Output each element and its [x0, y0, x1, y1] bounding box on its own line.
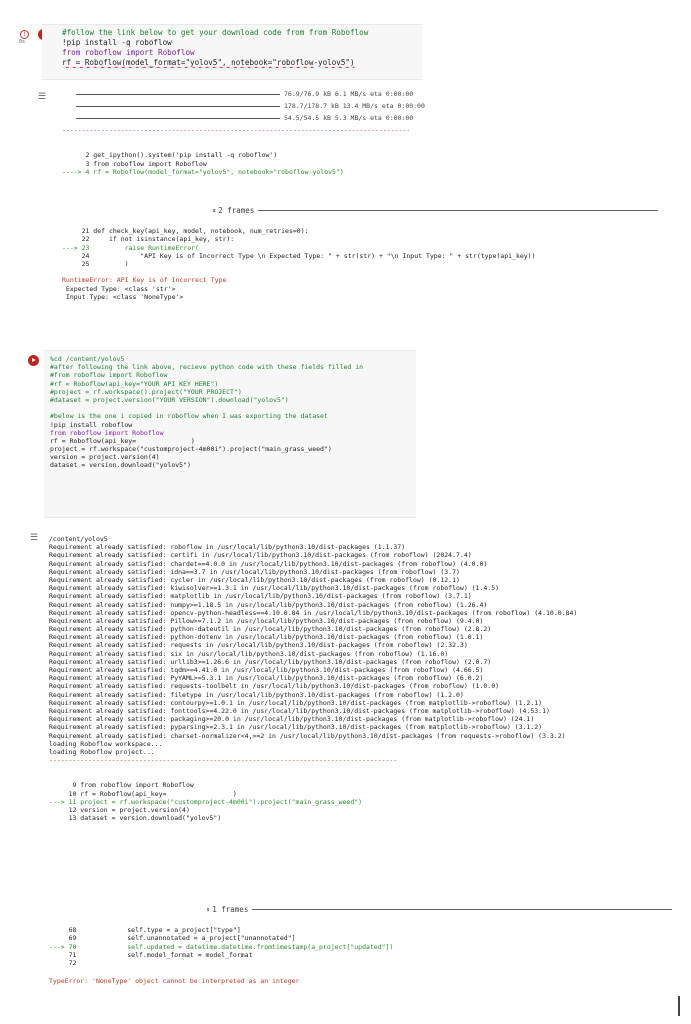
progress-bar [76, 94, 280, 95]
output-line: Requirement already satisfied: filetype in /usr/local/lib/python3.10/dist-packages (from roboflow) (1.2.0) [49, 690, 464, 699]
error-source [49, 918, 679, 985]
progress-bar [76, 118, 280, 119]
divider: ----------------------------------------------------------------------------------------- [62, 126, 411, 134]
output-line: Requirement already satisfied: matplotlib in /usr/local/lib/python3.10/dist-packages (from roboflow) (3.7.1) [49, 592, 472, 601]
output-line: Requirement already satisfied: contourpy>=1.0.1 in /usr/local/lib/python3.10/dist-packages (from matplotlib->roboflow) (1.2.1) [49, 698, 543, 707]
tb-line: 3 from roboflow import Roboflow [62, 159, 207, 168]
src-line: ---> 70 self.updated = datetime.datetime.fromtimestamp(a_project["updated"]) [49, 942, 394, 951]
output-line: loading Roboflow workspace... [49, 739, 163, 748]
tb-line: ---> 11 project = rf.workspace("customproject-4m00i").project("main_grass_weed") [49, 797, 363, 806]
output-line: loading Roboflow project... [49, 747, 155, 756]
traceback-location [49, 773, 679, 781]
code-line: #rf = Roboflow(api_key="YOUR API KEY HERE") [50, 379, 219, 388]
src-line: 71 self.model_format = model_format [49, 950, 253, 959]
traceback-header [49, 764, 679, 773]
run-cell-button[interactable] [28, 355, 39, 366]
error-message: TypeError: 'NoneType' object cannot be interpreted as an integer [49, 977, 300, 986]
error-message: Expected Type: <class 'str'> [62, 285, 176, 294]
output-line: Requirement already satisfied: kiwisolver>=1.3.1 in /usr/local/lib/python3.10/dist-packages (from roboflow) (1.4.5) [49, 584, 500, 593]
cell-error-icon: ! [20, 30, 29, 39]
code-line: #below is the one i copied in roboflow when I was exporting the dataset [50, 412, 328, 421]
frames-toggle[interactable]: ⬍ 1 frames [206, 905, 672, 914]
tb-line: 2 get_ipython().system('pip install -q roboflow') [62, 151, 278, 160]
error-message: RuntimeError: API Key is of Incorrect Type [62, 276, 227, 285]
output-line: Requirement already satisfied: urllib3>=1.26.6 in /usr/local/lib/python3.10/dist-packages (from roboflow) (2.0.7) [49, 657, 492, 666]
frames-toggle[interactable]: ⬍ 2 frames [212, 206, 658, 215]
code-line: from roboflow import Roboflow [50, 428, 164, 437]
output-line: Requirement already satisfied: six in /usr/local/lib/python3.10/dist-packages (from roboflow) (1.16.0) [49, 649, 449, 658]
src-line: 24 "API Key is of Incorrect Type \n Expected Type: " + str(str) + "\n Input Type: " + str(type(api_key)) [62, 251, 536, 260]
tb-line: 13 dataset = version.download("yolov5") [49, 814, 222, 823]
output-actions-icon[interactable]: ☰ [38, 92, 47, 102]
code-line: rf = Roboflow(model_format="yolov5", notebook="roboflow-yolov5") [62, 58, 355, 67]
execution-counter: 0s [19, 39, 26, 45]
chevron-updown-icon: ⬍ [212, 206, 217, 215]
code-line: !pip install -q roboflow [62, 38, 172, 47]
file-location [49, 918, 679, 926]
src-line: ---> 23 raise RuntimeError( [62, 243, 199, 252]
output-line: Requirement already satisfied: requests-toolbelt in /usr/local/lib/python3.10/dist-packages (from roboflow) (1.0.0) [49, 682, 500, 691]
output-line: Requirement already satisfied: PyYAML>=5.3.1 in /usr/local/lib/python3.10/dist-packages (from roboflow) (6.0.2) [49, 674, 484, 683]
code-line: from roboflow import Roboflow [62, 48, 195, 57]
output-line: /content/yolov5 [49, 535, 108, 543]
code-line: #after following the link above, recieve python code with these fields filled in [50, 363, 364, 372]
output-line: Requirement already satisfied: requests in /usr/local/lib/python3.10/dist-packages (from roboflow) (2.32.3) [49, 641, 468, 650]
code-line: %cd /content/yolov5 [50, 355, 125, 363]
output-line: Requirement already satisfied: packaging>=20.0 in /usr/local/lib/python3.10/dist-packages (from matplotlib->roboflow) (24.1) [49, 715, 535, 724]
code-line: #dataset = project.version("YOUR VERSION").download("yolov5") [50, 395, 289, 404]
src-line: 25 ) [62, 259, 129, 268]
output-line: Requirement already satisfied: roboflow in /usr/local/lib/python3.10/dist-packages (1.1.37) [49, 543, 406, 552]
src-line: 21 def check_key(api_key, model, notebook, num_retries=0): [62, 227, 309, 236]
code-line: project = rf.workspace("customproject-4m00i").project("main_grass_weed") [50, 445, 332, 454]
output-line: Requirement already satisfied: python-dateutil in /usr/local/lib/python3.10/dist-packages (from roboflow) (2.8.2) [49, 625, 492, 634]
error-output [62, 126, 687, 176]
pip-output [49, 535, 679, 822]
src-line: 72 [49, 958, 77, 967]
src-line: 68 self.type = a_project["type"] [49, 926, 241, 935]
file-location [62, 219, 687, 227]
code-line [50, 404, 416, 412]
progress-bar [76, 106, 280, 107]
output-scrollbar[interactable] [678, 996, 680, 1016]
output-line: Requirement already satisfied: pyparsing>=2.3.1 in /usr/local/lib/python3.10/dist-packages (from matplotlib->roboflow) (3.1.2) [49, 723, 543, 732]
output-line: Requirement already satisfied: charset-normalizer<4,>=2 in /usr/local/lib/python3.10/dist-packages (from requests->roboflow) (3.3.2) [49, 731, 566, 740]
code-editor[interactable] [44, 350, 416, 518]
tb-line: ----> 4 rf = Roboflow(model_format="yolov5", notebook="roboflow-yolov5") [62, 167, 344, 176]
output-line: Requirement already satisfied: Pillow>=7.1.2 in /usr/local/lib/python3.10/dist-packages (from roboflow) (9.4.0) [49, 616, 484, 625]
error-message: Input Type: <class 'NoneType'> [62, 293, 184, 302]
progress-text: 54.5/54.5 kB 5.3 MB/s eta 0:00:00 [284, 114, 414, 122]
code-line: dataset = version.download("yolov5") [50, 461, 191, 470]
output-line: Requirement already satisfied: fonttools>=4.22.0 in /usr/local/lib/python3.10/dist-packages (from matplotlib->roboflow) (4.53.1) [49, 706, 550, 715]
progress-text: 178.7/178.7 kB 13.4 MB/s eta 0:00:00 [284, 102, 425, 110]
code-line: rf = Roboflow(api_key= ) [50, 436, 195, 445]
divider: ----------------------------------------------------------------------------------------- [49, 756, 398, 765]
error-source [62, 219, 687, 302]
code-line: #project = rf.workspace().project("YOUR PROJECT") [50, 387, 242, 396]
traceback-location [62, 143, 687, 151]
output-actions-icon[interactable]: ☰ [30, 533, 39, 543]
tb-line: 12 version = project.version(4) [49, 806, 190, 814]
chevron-updown-icon: ⬍ [206, 905, 211, 914]
code-line: version = project.version(4) [50, 453, 160, 462]
output-line: Requirement already satisfied: python-dotenv in /usr/local/lib/python3.10/dist-packages (from roboflow) (1.0.1) [49, 633, 484, 642]
output-line: Requirement already satisfied: certifi in /usr/local/lib/python3.10/dist-packages (from roboflow) (2024.7.4) [49, 551, 472, 560]
code-editor[interactable] [42, 24, 422, 80]
output-line: Requirement already satisfied: tqdm>=4.41.0 in /usr/local/lib/python3.10/dist-packages (from roboflow) (4.66.5) [49, 666, 484, 674]
src-line: 69 self.unannotated = a_project["unannotated"] [49, 934, 296, 943]
src-line: 22 if not isinstance(api_key, str): [62, 235, 235, 244]
output-line: Requirement already satisfied: chardet==4.0.0 in /usr/local/lib/python3.10/dist-packages (from roboflow) (4.0.0) [49, 559, 488, 568]
code-line: !pip install roboflow [50, 420, 133, 429]
tb-line: 9 from roboflow import Roboflow [49, 781, 194, 790]
code-line: #from roboflow import Roboflow [50, 371, 168, 380]
progress-text: 76.9/76.9 kB 6.1 MB/s eta 0:00:00 [284, 90, 414, 98]
output-line: Requirement already satisfied: cycler in /usr/local/lib/python3.10/dist-packages (from roboflow) (0.12.1) [49, 575, 460, 584]
output-line: Requirement already satisfied: numpy>=1.18.5 in /usr/local/lib/python3.10/dist-packages (from roboflow) (1.26.4) [49, 600, 488, 609]
output-line: Requirement already satisfied: opencv-python-headless==4.10.0.84 in /usr/local/lib/python3.10/dist-packages (from roboflow) (4.10.0.84) [49, 608, 578, 617]
traceback-header [62, 134, 687, 143]
code-line: #follow the link below to get your download code from from Roboflow [62, 28, 369, 37]
output-line: Requirement already satisfied: idna==3.7 in /usr/local/lib/python3.10/dist-packages (from roboflow) (3.7) [49, 567, 460, 576]
tb-line: 10 rf = Roboflow(api_key= ) [49, 789, 237, 798]
